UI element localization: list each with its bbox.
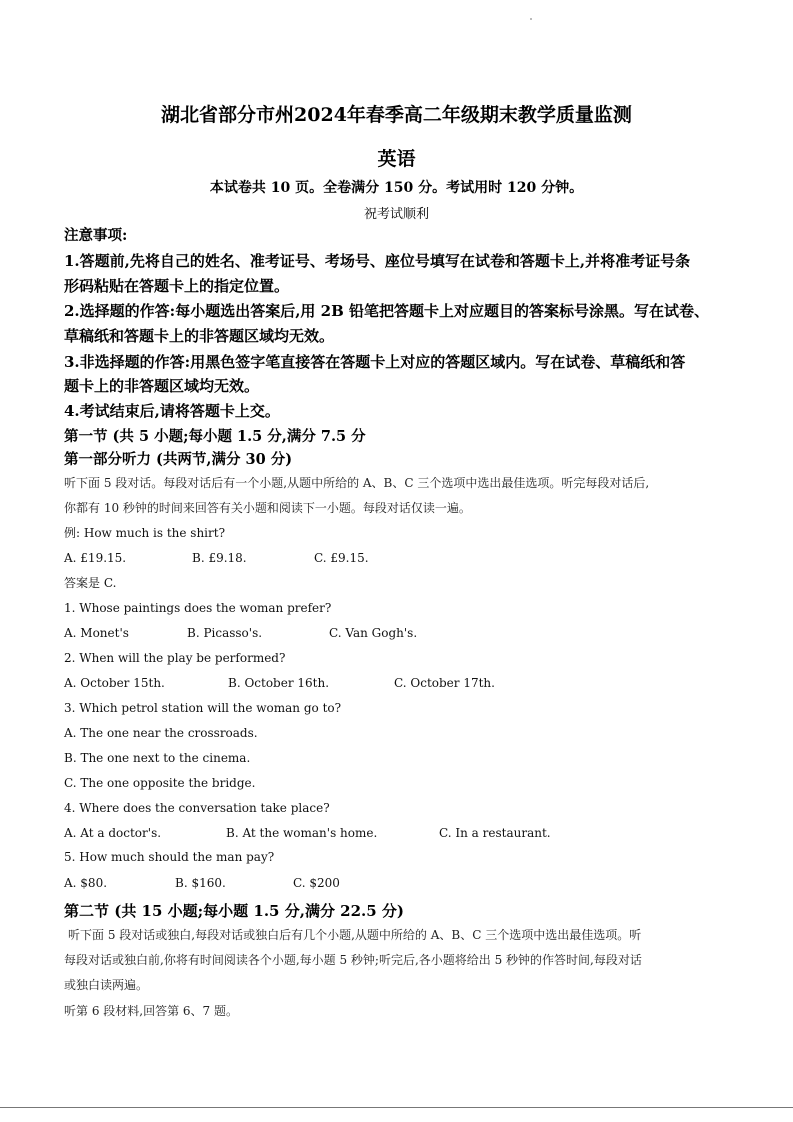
question-4: 4. Where does the conversation take place? — [64, 801, 330, 815]
section1-instruction: 你都有 10 秒钟的时间来回答有关小题和阅读下一小题。每段对话仅读一遍。 — [64, 501, 471, 515]
q3-option-b: B. The one next to the cinema. — [64, 751, 251, 765]
q5-option-c: C. $200 — [293, 876, 340, 890]
q2-option-a: A. October 15th. — [64, 676, 165, 690]
subject-title: 英语 — [377, 148, 416, 170]
q1-option-a: A. Monet's — [64, 626, 129, 640]
example-question: 例: How much is the shirt? — [64, 526, 225, 540]
q4-option-b: B. At the woman's home. — [226, 826, 378, 840]
section2-instruction: 每段对话或独白前,你将有时间阅读各个小题,每小题 5 秒钟;听完后,各小题将给出 5 秒钟的作答时间,每段对话 — [64, 953, 642, 967]
notice-item: 2.选择题的作答:每小题选出答案后,用 2B 铅笔把答题卡上对应题目的答案标号涂黑。写在试卷、 — [64, 302, 709, 320]
notice-heading: 注意事项: — [64, 227, 128, 244]
section2-instruction: 听下面 5 段对话或独白,每段对话或独白后有几个小题,从题中所给的 A、B、C 三个选项中选出最佳选项。听 — [68, 928, 642, 942]
exam-info: 本试卷共 10 页。全卷满分 150 分。考试用时 120 分钟。 — [209, 180, 584, 196]
q4-option-c: C. In a restaurant. — [439, 826, 551, 840]
question-2: 2. When will the play be performed? — [64, 651, 286, 665]
section1-heading: 第一节 (共 5 小题;每小题 1.5 分,满分 7.5 分 — [64, 428, 366, 445]
q1-option-c: C. Van Gogh's. — [329, 626, 418, 640]
q3-option-a: A. The one near the crossroads. — [64, 726, 258, 740]
q5-option-b: B. $160. — [175, 876, 226, 890]
notice-item: 题卡上的非答题区域均无效。 — [64, 377, 260, 395]
example-option-b: B. £9.18. — [192, 551, 247, 565]
page-bottom-rule — [0, 1107, 793, 1108]
q3-option-c: C. The one opposite the bridge. — [64, 776, 256, 790]
q1-option-b: B. Picasso's. — [187, 626, 263, 640]
example-option-a: A. £19.15. — [64, 551, 127, 565]
question-5: 5. How much should the man pay? — [64, 850, 275, 864]
notice-item: 3.非选择题的作答:用黑色签字笔直接答在答题卡上对应的答题区域内。写在试卷、草稿纸和答 — [64, 353, 686, 371]
q5-option-a: A. $80. — [64, 876, 108, 890]
q4-option-a: A. At a doctor's. — [64, 826, 162, 840]
notice-item: 4.考试结束后,请将答题卡上交。 — [64, 402, 280, 420]
notice-item: 形码粘贴在答题卡上的指定位置。 — [64, 277, 290, 295]
example-option-c: C. £9.15. — [314, 551, 369, 565]
scan-speck — [530, 18, 532, 20]
part1-heading: 第一部分听力 (共两节,满分 30 分) — [64, 451, 293, 468]
section2-material: 听第 6 段材料,回答第 6、7 题。 — [64, 1004, 238, 1018]
q2-option-c: C. October 17th. — [394, 676, 495, 690]
question-3: 3. Which petrol station will the woman go to? — [64, 701, 342, 715]
notice-item: 草稿纸和答题卡上的非答题区域均无效。 — [64, 327, 335, 345]
section1-instruction: 听下面 5 段对话。每段对话后有一个小题,从题中所给的 A、B、C 三个选项中选出最佳选项。听完每段对话后, — [64, 476, 650, 490]
section2-heading: 第二节 (共 15 小题;每小题 1.5 分,满分 22.5 分) — [64, 902, 405, 920]
q2-option-b: B. October 16th. — [228, 676, 330, 690]
exam-wish: 祝考试顺利 — [363, 207, 429, 222]
page-title: 湖北省部分市州2024年春季高二年级期末教学质量监测 — [161, 104, 632, 126]
notice-item: 1.答题前,先将自己的姓名、准考证号、考场号、座位号填写在试卷和答题卡上,并将准考证号条 — [64, 252, 691, 270]
question-1: 1. Whose paintings does the woman prefer? — [64, 601, 332, 615]
example-answer: 答案是 C. — [64, 576, 117, 590]
section2-instruction: 或独白读两遍。 — [64, 978, 149, 992]
